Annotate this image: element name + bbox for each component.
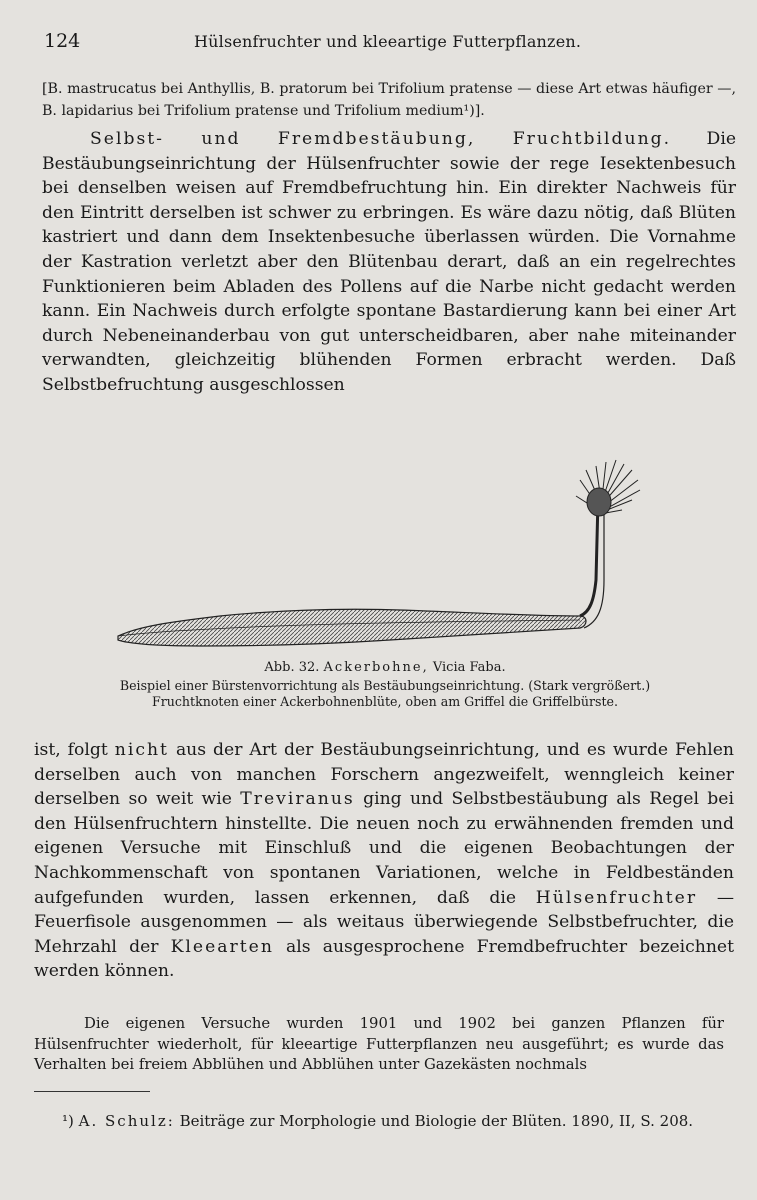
ovary-body <box>118 609 586 646</box>
caption-line-1: Beispiel einer Bürstenvorrichtung als Bestäubungseinrichtung. (Stark vergrößert.) <box>119 678 651 693</box>
continuation-paragraph <box>34 738 734 984</box>
intro-text: [B. mastrucatus bei Anthyllis, B. pratorum bei Trifolium pratense — diese Art etwas häufiger —, B. lapidarius bei Trifolium pratense und Trifolium medium¹)]. <box>42 81 736 119</box>
continuation-text-4: — Feuerfisole ausgenommen — als weitaus überwiegende Selbstbefruchter, die Mehrzahl der <box>34 887 735 957</box>
page-header <box>44 30 734 56</box>
small-paragraph-text: Die eigenen Versuche wurden 1901 und 1902 bei ganzen Pflanzen für Hülsenfruchter wiederholt, für kleeartige Futterpflanzen neu ausgeführt; es wurde das Verhalten bei freiem Abblühen und Abblühen unter Gazekästen nochmals <box>34 1015 724 1073</box>
footnote-divider <box>34 1091 150 1092</box>
section-paragraph <box>42 127 736 398</box>
figure-label: Abb. 32. <box>264 660 320 675</box>
emphasis-huelsenfruchter: Hülsenfruchter <box>535 887 698 908</box>
section-heading: Selbst- und Fremdbestäubung, Fruchtbildung. <box>90 129 672 149</box>
footnote-author: A. Schulz: <box>78 1112 175 1130</box>
small-paragraph <box>34 1014 724 1076</box>
running-title: Hülsenfruchter und kleeartige Futterpflanzen. <box>194 32 582 51</box>
figure-illustration <box>110 440 670 660</box>
footnote-marker: ¹) <box>62 1112 74 1130</box>
figure-species: Vicia Faba. <box>432 660 506 675</box>
figure-caption <box>60 660 710 710</box>
emphasis-kleearten: Kleearten <box>170 936 274 957</box>
figure-label-line <box>60 660 710 676</box>
continuation-text-3: ging und Selbstbestäubung als Regel bei den Hülsenfruchtern hinstellte. Die neuen noch zu erwähnenden fremden und eigenen Versuche mit Einschluß und die eigenen Beobachtungen der Nachkommenschaft von spontanen Variationen, welche in Feldbeständen aufgefunden wurden, lassen erkennen, daß die <box>34 789 734 908</box>
footnote <box>34 1112 724 1130</box>
continuation-text-5: als ausgesprochene Fremdbefruchter bezeichnet werden können. <box>34 936 734 982</box>
caption-line-2: Fruchtknoten einer Ackerbohnenblüte, oben am Griffel die Griffelbürste. <box>152 694 618 709</box>
emphasis-nicht: nicht <box>114 740 169 760</box>
ovary-brush-drawing <box>110 440 670 660</box>
page-number: 124 <box>44 30 81 52</box>
section-paragraph-text: Die Bestäubungseinrichtung der Hülsenfruchter sowie der rege Iesektenbesuch bei denselben weisen auf Fremdbefruchtung hin. Ein direkter Nachweis für den Eintritt derselben ist schwer zu erbringen. Es wäre dazu nötig, daß Blüten kastriert und dann dem Insektenbesuche überlassen würden. Die Vornahme der Kastration verletzt aber den Blütenbau derart, daß an ein regelrechtes Funktionieren beim Abladen des Pollens auf die Narbe nicht gedacht werden kann. Ein Nachweis durch erfolgte spontane Bastardierung kann bei einer Art durch Nebeneinanderbau von gut unterscheidbaren, aber nahe miteinander verwandten, gleichzeitig blühenden Formen erbracht werden. Daß Selbstbefruchtung ausgeschlossen <box>42 129 736 395</box>
continuation-text-2: aus der Art der Bestäubungseinrichtung, und es wurde Fehlen derselben auch von manchen Forschern angezweifelt, wenngleich keiner derselben so weit wie <box>34 740 734 810</box>
continuation-text-1: ist, folgt <box>34 740 108 760</box>
footnote-text: Beiträge zur Morphologie und Biologie der Blüten. 1890, II, S. 208. <box>179 1112 694 1130</box>
style-stalk <box>580 500 598 616</box>
figure-name: Ackerbohne, <box>323 660 429 675</box>
intro-paragraph <box>42 78 736 122</box>
emphasis-treviranus: Treviranus <box>240 789 355 810</box>
